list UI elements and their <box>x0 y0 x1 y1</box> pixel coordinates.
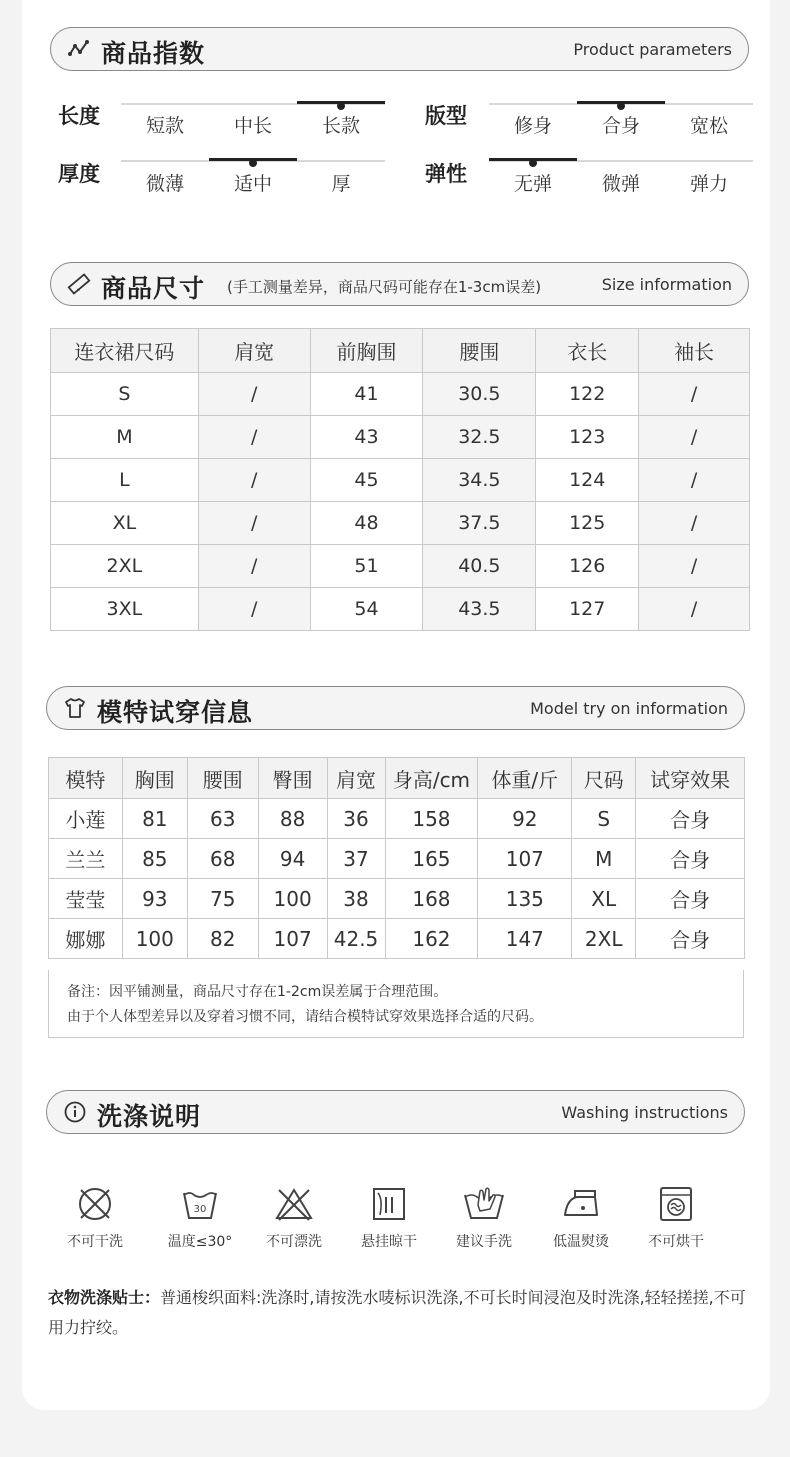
section-header-model <box>46 686 745 730</box>
table-cell: / <box>639 588 750 631</box>
table-header: 连衣裙尺码 <box>51 329 199 373</box>
param-option-selected: 合身 <box>601 115 640 137</box>
table-cell: / <box>198 416 310 459</box>
param-option-selected: 适中 <box>233 173 272 195</box>
wash-item <box>631 1185 721 1251</box>
param-option: 修身 <box>513 115 552 137</box>
table-cell: 68 <box>187 839 258 879</box>
table-cell: 合身 <box>636 919 745 959</box>
section-header-wash <box>46 1090 745 1134</box>
param-label: 长度 <box>58 104 100 128</box>
table-cell: / <box>639 545 750 588</box>
param-label: 弹性 <box>425 162 467 186</box>
wash-30-icon <box>181 1185 219 1223</box>
section-title: 商品指数 <box>101 39 206 68</box>
note-line: 由于个人体型差异以及穿着习惯不同，请结合模特试穿效果选择合适的尺码。 <box>67 1009 543 1025</box>
param-selected-dot <box>617 102 625 110</box>
table-cell: 100 <box>258 879 327 919</box>
table-cell: 81 <box>122 799 187 839</box>
table-header: 体重/斤 <box>478 758 572 799</box>
ruler-icon <box>67 272 91 296</box>
table-cell: 41 <box>310 373 423 416</box>
table-header: 腰围 <box>423 329 536 373</box>
table-cell: 126 <box>536 545 639 588</box>
table-header: 衣长 <box>536 329 639 373</box>
table-header: 试穿效果 <box>636 758 745 799</box>
table-cell: 168 <box>385 879 478 919</box>
table-header-row <box>49 758 745 799</box>
table-cell: / <box>639 416 750 459</box>
wash-temp-number: 30 <box>193 1204 207 1215</box>
table-cell: 38 <box>327 879 385 919</box>
table-cell: 93 <box>122 879 187 919</box>
table-row <box>51 502 750 545</box>
hang-dry-icon <box>370 1185 408 1223</box>
table-cell: 100 <box>122 919 187 959</box>
param-option: 中长 <box>233 115 272 137</box>
table-header: 尺码 <box>572 758 636 799</box>
param-option: 微弹 <box>601 173 640 195</box>
table-row <box>49 839 745 879</box>
section-subtitle: (手工测量差异，商品尺码可能存在1-3cm误差) <box>227 278 542 296</box>
table-cell: 40.5 <box>423 545 536 588</box>
table-cell: 37.5 <box>423 502 536 545</box>
table-row <box>51 416 750 459</box>
table-cell: 48 <box>310 502 423 545</box>
tshirt-icon <box>63 696 87 720</box>
table-header: 肩宽 <box>327 758 385 799</box>
low-iron-icon <box>561 1185 601 1223</box>
table-cell: 32.5 <box>423 416 536 459</box>
table-cell: / <box>198 459 310 502</box>
table-cell: 43 <box>310 416 423 459</box>
wash-item <box>344 1185 434 1251</box>
param-option: 弹力 <box>689 173 728 195</box>
table-cell: 小莲 <box>49 799 123 839</box>
table-cell: 45 <box>310 459 423 502</box>
table-cell: 兰兰 <box>49 839 123 879</box>
table-header: 肩宽 <box>198 329 310 373</box>
table-cell: 合身 <box>636 799 745 839</box>
table-cell: 124 <box>536 459 639 502</box>
table-cell: 147 <box>478 919 572 959</box>
section-title-en: Model try on information <box>530 699 728 718</box>
table-cell: / <box>198 502 310 545</box>
trend-line-icon <box>67 37 91 61</box>
param-option: 短款 <box>145 115 184 137</box>
table-cell: 162 <box>385 919 478 959</box>
table-cell: 3XL <box>51 588 199 631</box>
table-cell: S <box>572 799 636 839</box>
wash-item <box>50 1185 140 1251</box>
table-cell: / <box>639 459 750 502</box>
table-cell: 30.5 <box>423 373 536 416</box>
table-cell: 107 <box>258 919 327 959</box>
param-option: 微薄 <box>145 173 184 195</box>
section-title: 模特试穿信息 <box>97 698 254 727</box>
table-header: 胸围 <box>122 758 187 799</box>
table-cell: / <box>639 373 750 416</box>
table-cell: 82 <box>187 919 258 959</box>
table-cell: 42.5 <box>327 919 385 959</box>
wash-label: 悬挂晾干 <box>361 1234 417 1250</box>
section-title: 商品尺寸 <box>101 274 206 303</box>
wash-label: 温度≤30° <box>167 1234 233 1250</box>
table-cell: 127 <box>536 588 639 631</box>
table-cell: 37 <box>327 839 385 879</box>
table-cell: / <box>198 545 310 588</box>
table-cell: / <box>198 588 310 631</box>
table-cell: 合身 <box>636 839 745 879</box>
table-cell: 75 <box>187 879 258 919</box>
table-cell: L <box>51 459 199 502</box>
param-selected-dot <box>337 102 345 110</box>
table-cell: XL <box>51 502 199 545</box>
wash-item <box>155 1185 245 1251</box>
table-cell: 合身 <box>636 879 745 919</box>
wash-tips-text: 普通梭织面料:洗涤时,请按洗水唛标识洗涤,不可长时间浸泡及时洗涤,轻轻搓搓,不可用力拧绞。 <box>48 1288 746 1337</box>
table-cell: S <box>51 373 199 416</box>
table-cell: 63 <box>187 799 258 839</box>
hand-wash-icon <box>462 1185 506 1223</box>
table-cell: 158 <box>385 799 478 839</box>
param-label: 版型 <box>425 104 467 128</box>
wash-label: 不可干洗 <box>67 1234 123 1250</box>
section-title-en: Product parameters <box>573 40 732 59</box>
table-row <box>51 459 750 502</box>
param-option-selected: 无弹 <box>513 173 552 195</box>
size-table <box>50 328 750 631</box>
table-cell: 2XL <box>51 545 199 588</box>
table-row <box>51 373 750 416</box>
table-cell: 135 <box>478 879 572 919</box>
no-tumble-dry-icon <box>657 1185 695 1223</box>
table-cell: / <box>639 502 750 545</box>
table-cell: M <box>572 839 636 879</box>
param-selected-dot <box>249 159 257 167</box>
table-cell: 34.5 <box>423 459 536 502</box>
table-cell: 123 <box>536 416 639 459</box>
wash-tips-label: 衣物洗涤贴士： <box>48 1288 161 1307</box>
table-row <box>49 879 745 919</box>
wash-label: 不可漂洗 <box>266 1234 322 1250</box>
table-header: 腰围 <box>187 758 258 799</box>
wash-label: 不可烘干 <box>648 1234 704 1250</box>
table-header: 袖长 <box>639 329 750 373</box>
model-table <box>48 757 745 959</box>
table-cell: 125 <box>536 502 639 545</box>
model-note <box>48 970 744 1038</box>
table-header: 模特 <box>49 758 123 799</box>
table-header: 身高/cm <box>385 758 478 799</box>
table-cell: 36 <box>327 799 385 839</box>
wash-label: 低温熨烫 <box>553 1234 609 1250</box>
table-row <box>51 588 750 631</box>
table-cell: 54 <box>310 588 423 631</box>
wash-item <box>249 1185 339 1251</box>
table-row <box>49 799 745 839</box>
wash-item <box>439 1185 529 1251</box>
table-row <box>49 919 745 959</box>
table-header: 前胸围 <box>310 329 423 373</box>
table-cell: 92 <box>478 799 572 839</box>
no-bleach-icon <box>274 1185 314 1223</box>
wash-item <box>536 1185 626 1251</box>
info-icon <box>63 1100 87 1124</box>
table-cell: 85 <box>122 839 187 879</box>
section-title: 洗涤说明 <box>97 1102 202 1131</box>
wash-label: 建议手洗 <box>456 1234 512 1250</box>
table-cell: 2XL <box>572 919 636 959</box>
table-cell: 107 <box>478 839 572 879</box>
table-header: 臀围 <box>258 758 327 799</box>
param-selected-dot <box>529 159 537 167</box>
section-header-params <box>50 27 749 71</box>
table-cell: XL <box>572 879 636 919</box>
table-cell: 122 <box>536 373 639 416</box>
table-cell: 88 <box>258 799 327 839</box>
table-cell: 165 <box>385 839 478 879</box>
param-label: 厚度 <box>58 162 100 186</box>
wash-tips <box>48 1283 758 1343</box>
param-option-selected: 长款 <box>321 115 360 137</box>
param-option: 厚 <box>331 173 351 195</box>
param-option: 宽松 <box>689 115 728 137</box>
table-header-row <box>51 329 750 373</box>
section-header-size <box>50 262 749 306</box>
section-title-en: Washing instructions <box>561 1103 728 1122</box>
table-cell: 娜娜 <box>49 919 123 959</box>
section-title-en: Size information <box>601 275 732 294</box>
table-cell: 莹莹 <box>49 879 123 919</box>
table-row <box>51 545 750 588</box>
note-line: 备注：因平铺测量，商品尺寸存在1-2cm误差属于合理范围。 <box>67 984 448 1000</box>
table-cell: 51 <box>310 545 423 588</box>
table-cell: / <box>198 373 310 416</box>
table-cell: M <box>51 416 199 459</box>
table-cell: 43.5 <box>423 588 536 631</box>
table-cell: 94 <box>258 839 327 879</box>
no-dry-clean-icon <box>76 1185 114 1223</box>
